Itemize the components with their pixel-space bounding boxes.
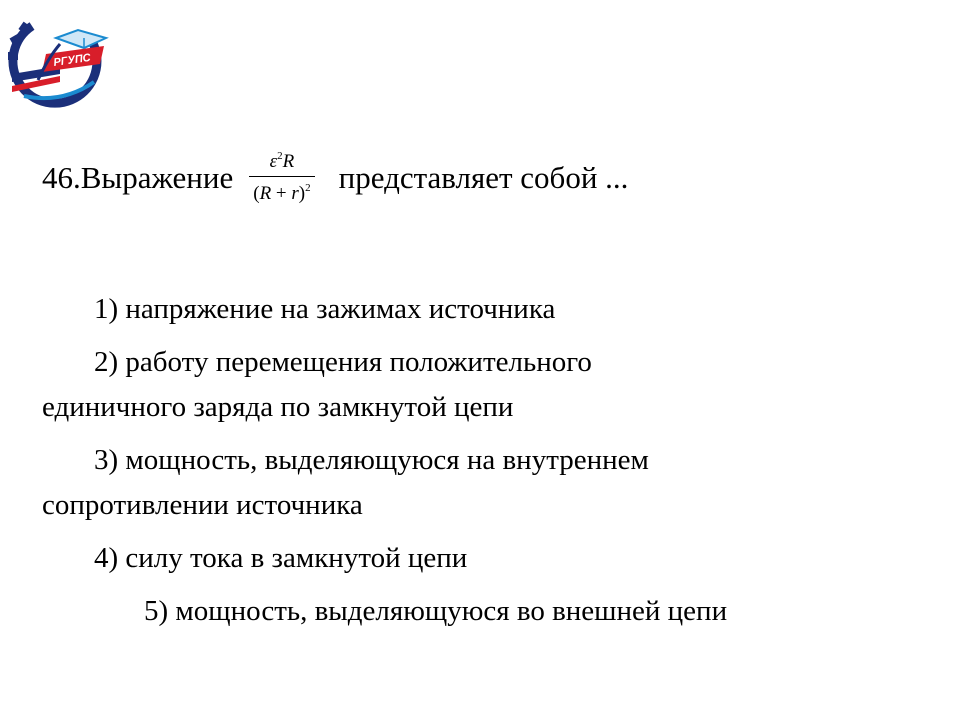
question-suffix: представляет собой ... bbox=[338, 159, 629, 195]
formula-numerator: $\varepsilon^2R$ bbox=[249, 151, 314, 177]
answer-option-4: 4) силу тока в замкнутой цепи bbox=[94, 542, 468, 574]
logo-text: РГУПС bbox=[52, 51, 92, 69]
university-emblem-icon bbox=[2, 8, 114, 110]
answer-option-3: 3) мощность, выделяющуюся на внутреннем bbox=[94, 444, 649, 476]
formula-denominator: $(R + r)^2$ bbox=[253, 182, 311, 204]
answer-option-5: 5) мощность, выделяющуюся во внешней цепи bbox=[144, 595, 728, 627]
answer-option-1: 1) напряжение на зажимах источника bbox=[94, 293, 556, 325]
question-text bbox=[42, 142, 628, 212]
answer-option-2: 2) работу перемещения положительного bbox=[94, 346, 592, 378]
question-prefix: 46.Выражение bbox=[42, 159, 234, 195]
answer-option-2-continued: единичного заряда по замкнутой цепи bbox=[42, 391, 514, 423]
answer-option-3-continued: сопротивлении источника bbox=[42, 489, 363, 521]
formula bbox=[249, 151, 314, 203]
